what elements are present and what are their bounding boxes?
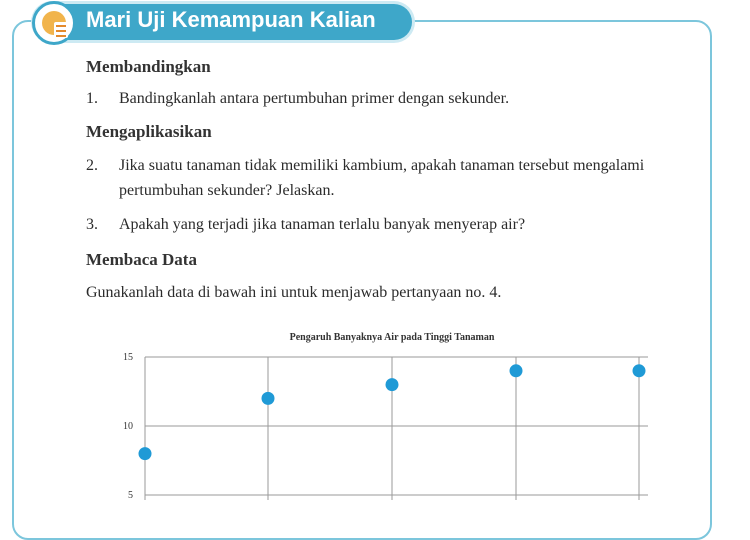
- question-number: 1.: [86, 90, 98, 107]
- question-text: Apakah yang terjadi jika tanaman terlalu banyak menyerap air?: [119, 216, 526, 233]
- heading-membaca-data: Membaca Data: [86, 250, 197, 269]
- question-number: 3.: [86, 216, 98, 233]
- question-text: Bandingkanlah antara pertumbuhan primer dengan sekunder.: [119, 90, 510, 107]
- heading-membandingkan: Membandingkan: [86, 57, 211, 76]
- y-tick-label: 5: [128, 490, 133, 500]
- heading-mengaplikasikan: Mengaplikasikan: [86, 122, 212, 141]
- question-number: 2.: [86, 157, 98, 174]
- y-tick-label: 10: [123, 421, 133, 432]
- section-title: Mari Uji Kemampuan Kalian: [86, 7, 376, 32]
- chart-title: Pengaruh Banyaknya Air pada Tinggi Tanaman: [289, 332, 495, 343]
- book-icon: [32, 1, 76, 45]
- data-instruction: Gunakanlah data di bawah ini untuk menjawab pertanyaan no. 4.: [86, 284, 502, 301]
- y-tick-label: 15: [123, 352, 133, 363]
- question-text: Jika suatu tanaman tidak memiliki kambium, apakah tanaman tersebut mengalami pertumbuhan sekunder? Jelaskan.: [119, 157, 645, 199]
